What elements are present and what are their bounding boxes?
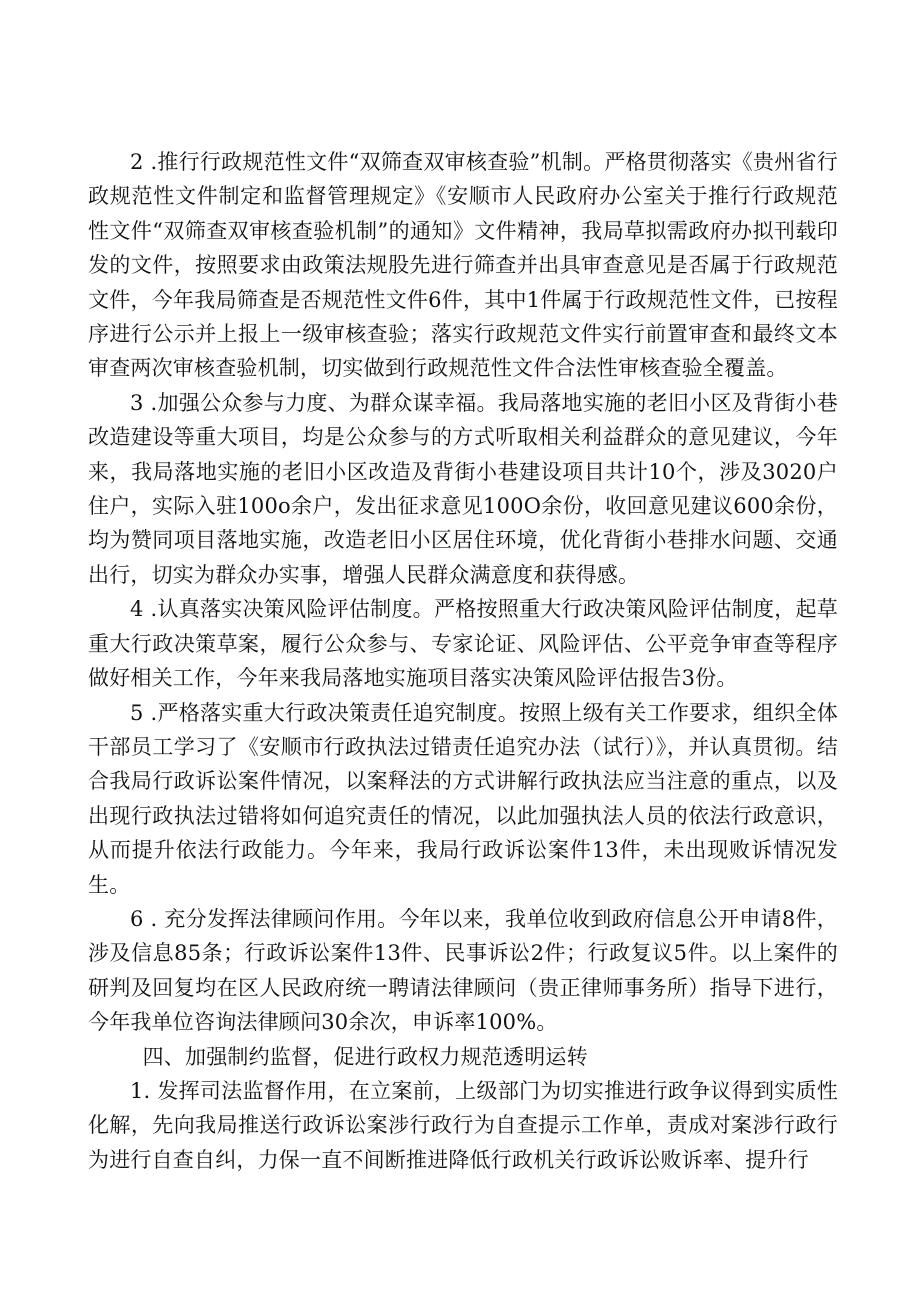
paragraph-item-1: 1. 发挥司法监督作用，在立案前，上级部门为切实推进行政争议得到实质性化解，先向我局推送行政诉讼案涉行政行为自查提示工作单，责成对案涉行政行为进行自查自纠，力保一直不间断推进降低行政机关行政诉讼败诉率、提升行 [88,1078,838,1172]
section-heading-4: 四、加强制约监督，促进行政权力规范透明运转 [142,1044,588,1069]
paragraph-item-2: 2 .推行行政规范性文件“双筛查双审核查验”机制。严格贯彻落实《贵州省行政规范性文件制定和监督管理规定》《安顺市人民政府办公室关于推行行政规范性文件“双筛查双审核查验机制”的通知》文件精神，我局草拟需政府办拟刊载印发的文件，按照要求由政策法规股先进行筛查并出具审查意见是否属于行政规范文件，今年我局筛查是否规范性文件6件，其中1件属于行政规范性文件，已按程序进行公示并上报上一级审核查验；落实行政规范文件实行前置审查和最终文本审查两次审核查验机制，切实做到行政规范性文件合法性审核查验全覆盖。 [88,150,838,381]
paragraph-item-6: 6 . 充分发挥法律顾问作用。今年以来，我单位收到政府信息公开申请8件，涉及信息85条；行政诉讼案件13件、民事诉讼2件；行政复议5件。以上案件的研判及回复均在区人民政府统一聘请法律顾问（贵正律师事务所）指导下进行，今年我单位咨询法律顾问30余次，申诉率100%。 [88,906,838,1035]
paragraph-item-4: 4 .认真落实决策风险评估制度。严格按照重大行政决策风险评估制度，起草重大行政决策草案，履行公众参与、专家论证、风险评估、公平竞争审查等程序做好相关工作，今年来我局落地实施项目落实决策风险评估报告3份。 [88,597,838,691]
paragraph-item-3: 3 .加强公众参与力度、为群众谋幸福。我局落地实施的老旧小区及背街小巷改造建设等重大项目，均是公众参与的方式听取相关利益群众的意见建议，今年来，我局落地实施的老旧小区改造及背街小巷建设项目共计10个，涉及3020户住户，实际入驻100o余户，发出征求意见100O余份，收回意见建议600余份，均为赞同项目落地实施，改造老旧小区居住环境，优化背街小巷排水问题、交通出行，切实为群众办实事，增强人民群众满意度和获得感。 [88,390,838,587]
paragraph-item-5: 5 .严格落实重大行政决策责任追究制度。按照上级有关工作要求，组织全体干部员工学习了《安顺市行政执法过错责任追究办法（试行）》，并认真贯彻。结合我局行政诉讼案件情况，以案释法的方式讲解行政执法应当注意的重点，以及出现行政执法过错将如何追究责任的情况，以此加强执法人员的依法行政意识，从而提升依法行政能力。今年来，我局行政诉讼案件13件，未出现败诉情况发生。 [88,700,838,897]
